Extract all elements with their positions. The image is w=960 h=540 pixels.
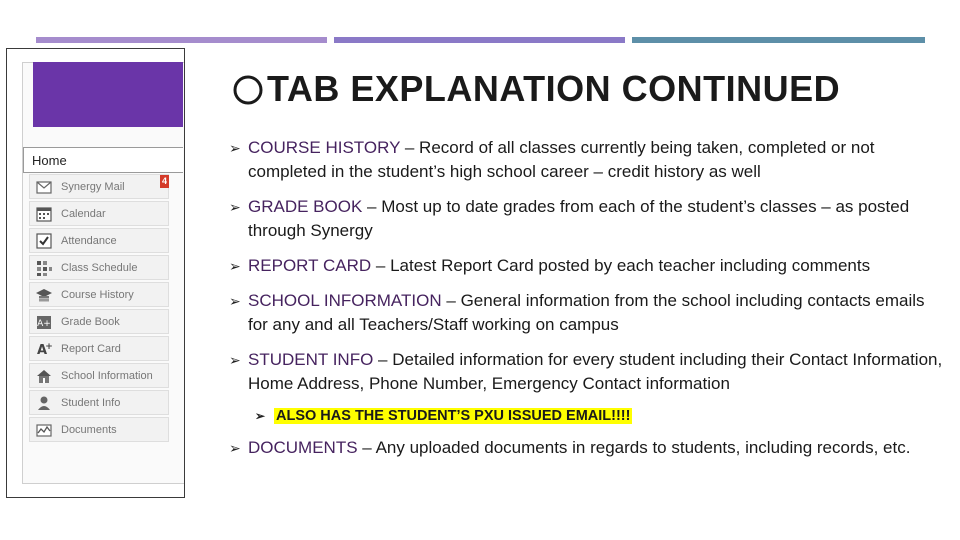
bullet-heading: REPORT CARD bbox=[248, 256, 372, 275]
bullet-separator: – bbox=[362, 438, 372, 457]
bullet-report-card bbox=[229, 254, 947, 278]
bullet-text: Record of all classes currently being taken, completed or not completed in the student’s high school career – credit history as well bbox=[248, 138, 875, 181]
sidebar-item-label: Class Schedule bbox=[61, 261, 138, 274]
sidebar-item-label: Synergy Mail bbox=[61, 180, 125, 193]
sidebar-item-label: Student Info bbox=[61, 396, 121, 409]
sidebar-item-label: Calendar bbox=[61, 207, 106, 220]
bullet-text: Most up to date grades from each of the student’s classes – as posted through Synergy bbox=[248, 197, 910, 240]
bullet-documents bbox=[229, 436, 947, 460]
bullet-heading: COURSE HISTORY bbox=[248, 138, 401, 157]
sidebar-item-attendance[interactable] bbox=[29, 228, 169, 253]
home-tab[interactable]: Home bbox=[23, 147, 183, 173]
arrow-bullet-icon: ➢ bbox=[229, 440, 241, 456]
sidebar-item-calendar[interactable] bbox=[29, 201, 169, 226]
attendance-icon bbox=[32, 231, 56, 251]
bullet-separator: – bbox=[446, 291, 456, 310]
arrow-bullet-icon: ➢ bbox=[229, 140, 241, 156]
bullet-separator: – bbox=[378, 350, 388, 369]
accent-bar-1 bbox=[36, 37, 327, 43]
documents-icon bbox=[32, 420, 56, 440]
bullet-text: Any uploaded documents in regards to students, including records, etc. bbox=[375, 438, 911, 457]
highlighted-note: ALSO HAS THE STUDENT’S PXU ISSUED EMAIL!!!! bbox=[276, 408, 631, 424]
bullet-student-info bbox=[229, 348, 947, 396]
sidebar-nav bbox=[29, 174, 169, 444]
sidebar-item-class-schedule[interactable] bbox=[29, 255, 169, 280]
calendar-icon bbox=[32, 204, 56, 224]
sidebar-item-label: Documents bbox=[61, 423, 117, 436]
bullet-heading: GRADE BOOK bbox=[248, 197, 363, 216]
sidebar-item-label: Grade Book bbox=[61, 315, 120, 328]
page-title bbox=[231, 68, 840, 110]
bullet-heading: DOCUMENTS bbox=[248, 438, 358, 457]
bullet-heading: STUDENT INFO bbox=[248, 350, 374, 369]
bullet-list bbox=[229, 136, 947, 471]
arrow-bullet-icon: ➢ bbox=[229, 199, 241, 215]
course-history-icon bbox=[32, 285, 56, 305]
sub-bullet-email bbox=[255, 405, 947, 427]
arrow-bullet-icon: ➢ bbox=[229, 293, 241, 309]
bullet-text: General information from the school including contacts emails for any and all Teachers/Staff working on campus bbox=[248, 291, 925, 334]
arrow-bullet-icon: ➢ bbox=[255, 409, 266, 423]
page-title-text: TAB EXPLANATION CONTINUED bbox=[267, 68, 841, 109]
sidebar-item-grade-book[interactable] bbox=[29, 309, 169, 334]
sidebar-item-course-history[interactable] bbox=[29, 282, 169, 307]
synergy-header-banner bbox=[33, 62, 183, 127]
svg-text:A+: A+ bbox=[37, 318, 51, 329]
accent-bar-3 bbox=[632, 37, 925, 43]
bullet-text: Detailed information for every student including their Contact Information, Home Address, Phone Number, Emergency Contact information bbox=[248, 350, 943, 393]
sidebar-item-label: Course History bbox=[61, 288, 134, 301]
school-information-icon bbox=[32, 366, 56, 386]
mail-icon bbox=[32, 177, 56, 197]
bullet-separator: – bbox=[375, 256, 386, 275]
bullet-grade-book bbox=[229, 195, 947, 243]
sidebar-item-school-information[interactable] bbox=[29, 363, 169, 388]
bullet-heading: SCHOOL INFORMATION bbox=[248, 291, 442, 310]
svg-text:+: + bbox=[45, 341, 53, 352]
class-schedule-icon bbox=[32, 258, 56, 278]
report-card-icon bbox=[32, 339, 56, 359]
sidebar-item-label: Attendance bbox=[61, 234, 117, 247]
grade-book-icon bbox=[32, 312, 56, 332]
sidebar-item-documents[interactable] bbox=[29, 417, 169, 442]
sidebar-item-label: Report Card bbox=[61, 342, 121, 355]
arrow-bullet-icon: ➢ bbox=[229, 258, 241, 274]
unread-badge: 4 bbox=[161, 176, 167, 186]
svg-text:A: A bbox=[36, 342, 48, 358]
bullet-school-information bbox=[229, 289, 947, 337]
sidebar-item-student-info[interactable] bbox=[29, 390, 169, 415]
sidebar-item-label: School Information bbox=[61, 369, 153, 382]
bullet-text: Latest Report Card posted by each teacher including comments bbox=[390, 256, 871, 275]
sidebar-item-synergy-mail[interactable] bbox=[29, 174, 169, 199]
sidebar-item-report-card[interactable] bbox=[29, 336, 169, 361]
bullet-separator: – bbox=[404, 138, 415, 157]
bullet-separator: – bbox=[367, 197, 377, 216]
student-info-icon bbox=[32, 393, 56, 413]
bullet-course-history bbox=[229, 136, 947, 184]
circle-bullet-icon bbox=[231, 72, 267, 106]
arrow-bullet-icon: ➢ bbox=[229, 352, 241, 368]
accent-bar-2 bbox=[334, 37, 625, 43]
